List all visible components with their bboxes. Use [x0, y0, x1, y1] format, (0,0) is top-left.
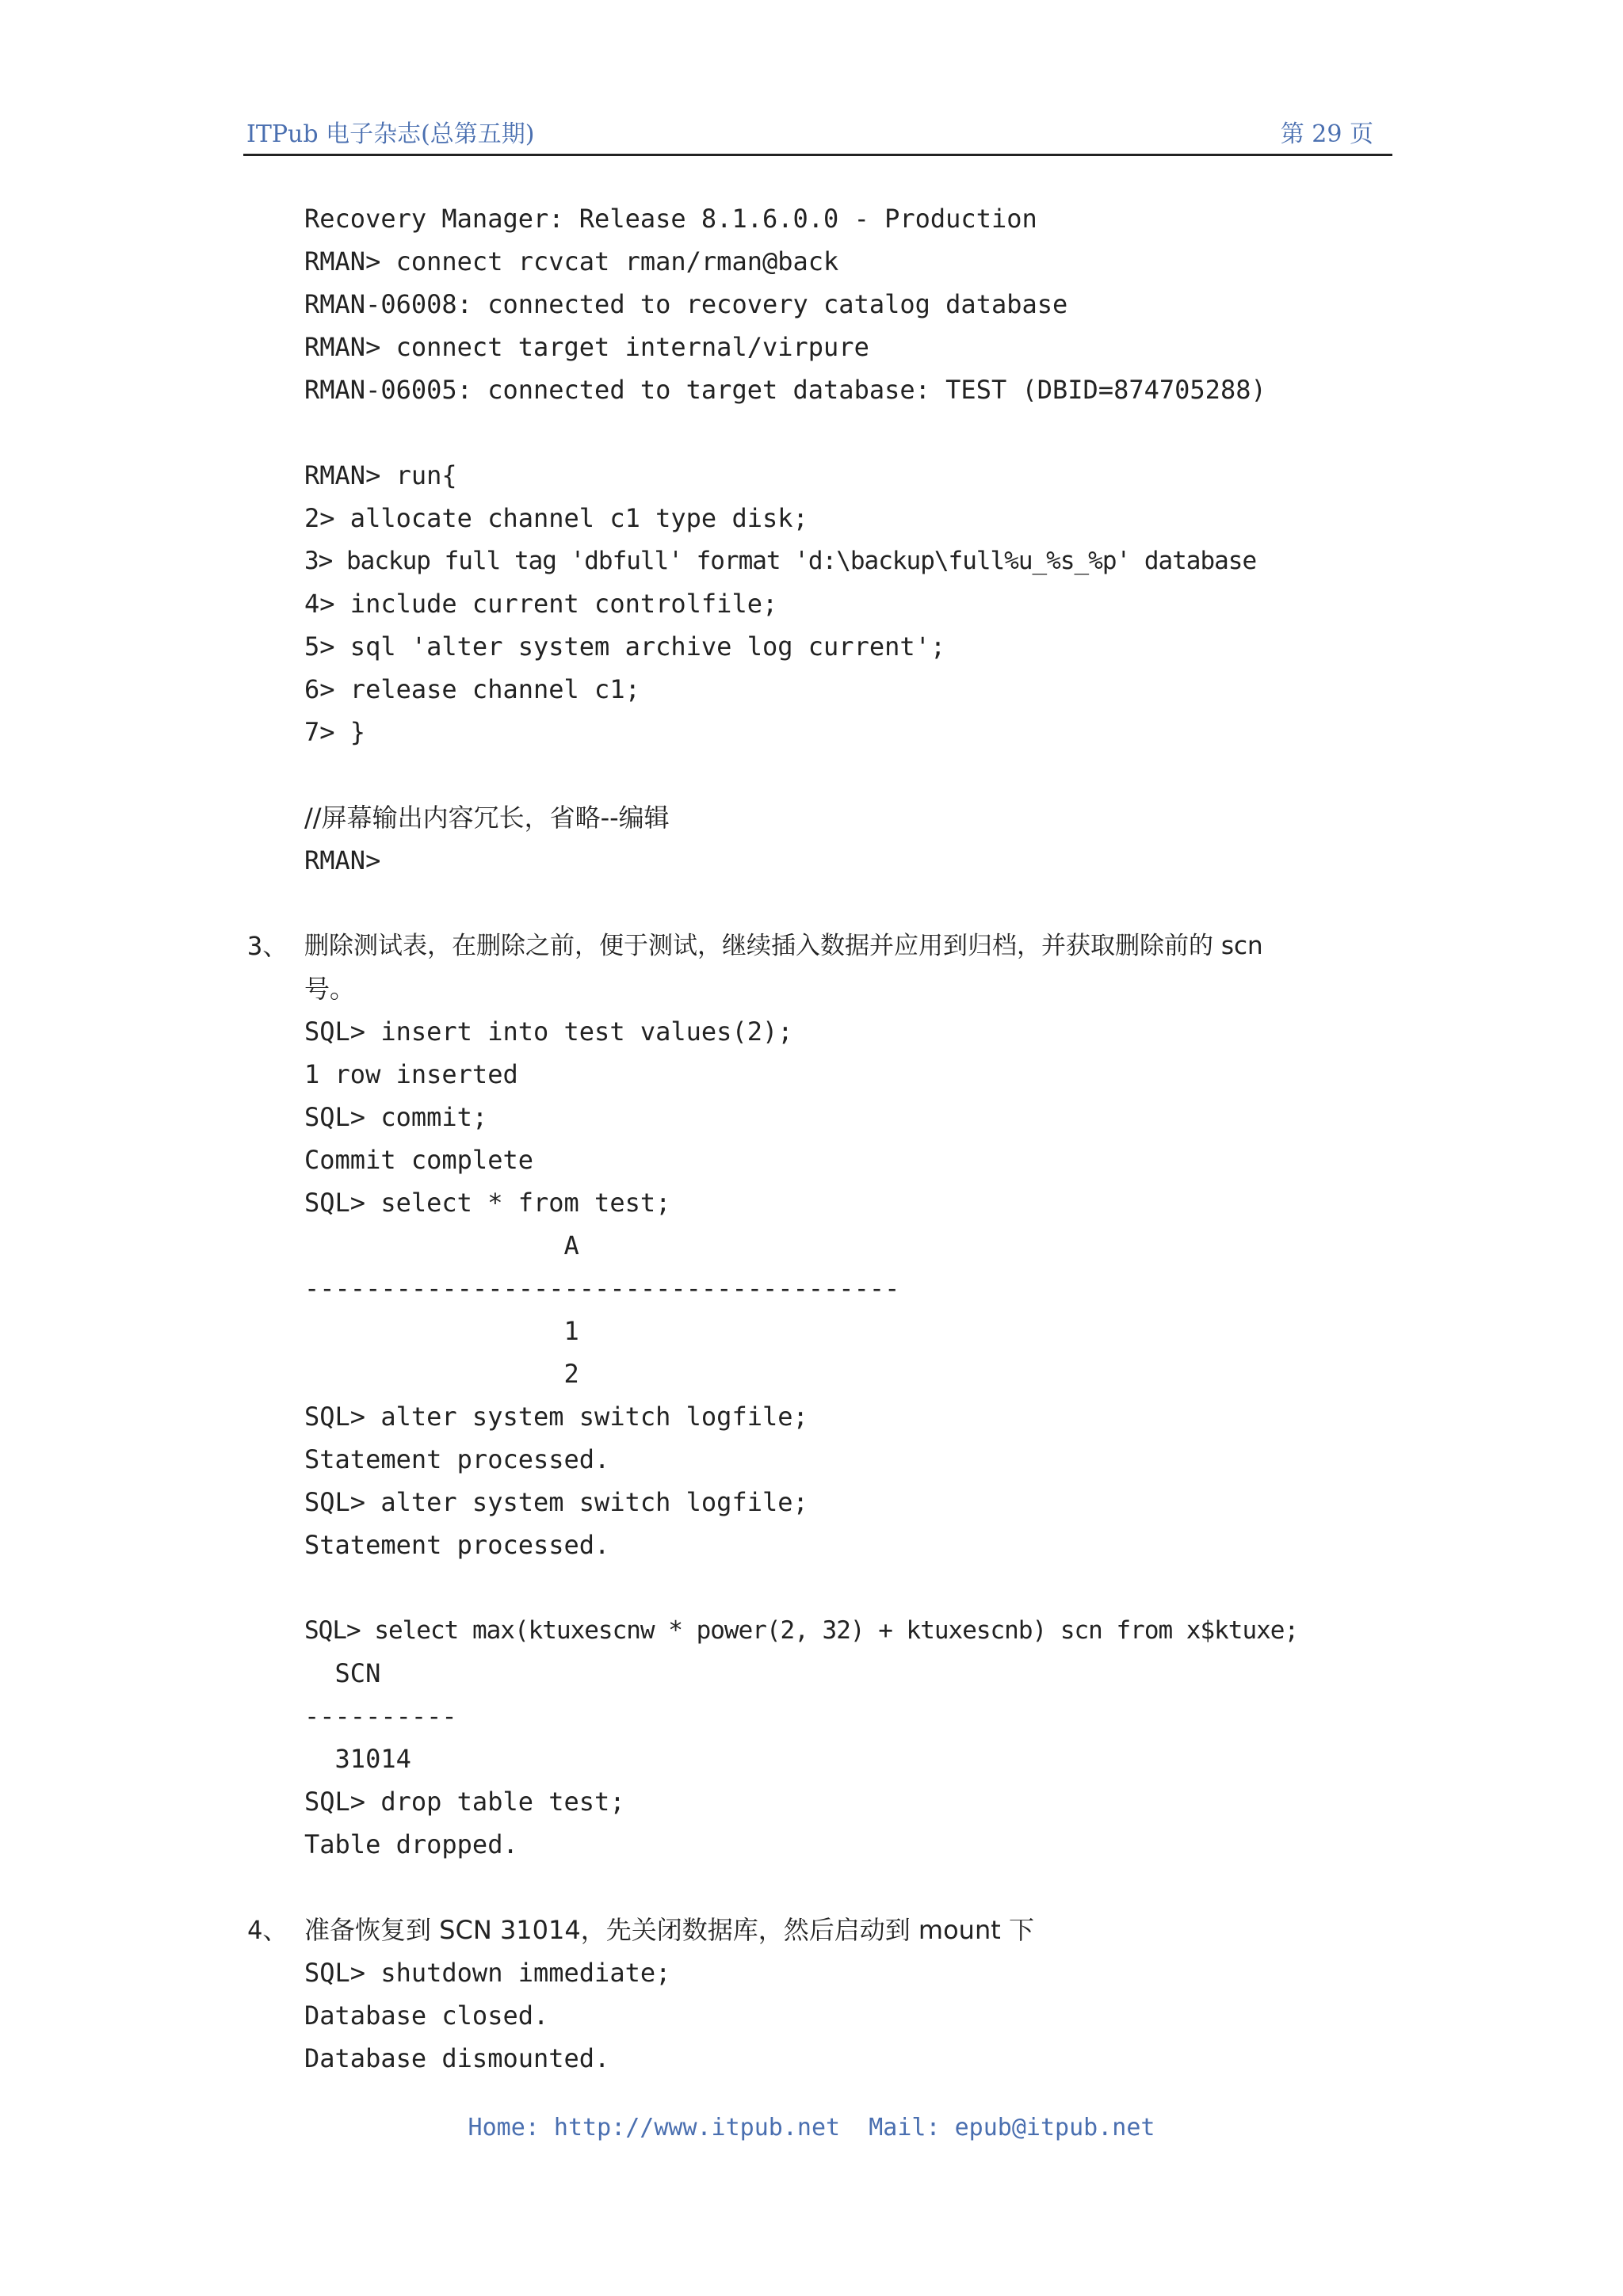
- page-header: [243, 114, 1392, 156]
- step-description: 准备恢复到 SCN 31014，先关闭数据库，然后启动到 mount 下: [304, 1915, 1034, 1945]
- code-line: 6> release channel c1;: [304, 674, 640, 704]
- code-line: 1: [304, 1316, 579, 1346]
- code-line: SQL> select * from test;: [304, 1188, 671, 1218]
- code-line: SQL> shutdown immediate;: [304, 1958, 671, 1988]
- code-line: SQL> drop table test;: [304, 1787, 625, 1817]
- code-line: ----------: [304, 1701, 457, 1731]
- code-line: 4> include current controlfile;: [304, 589, 778, 619]
- editor-note: //屏幕输出内容冗长，省略--编辑: [304, 803, 670, 833]
- code-line: Recovery Manager: Release 8.1.6.0.0 - Production: [304, 204, 1037, 234]
- code-line: Statement processed.: [304, 1444, 610, 1474]
- step-description-cont: 号。: [304, 974, 356, 1004]
- step-number: 4、: [247, 1915, 288, 1945]
- code-line: RMAN-06005: connected to target database: TEST (DBID=874705288): [304, 375, 1266, 405]
- code-line: SQL> alter system switch logfile;: [304, 1487, 808, 1517]
- code-line: Commit complete: [304, 1145, 533, 1175]
- code-line: SQL> commit;: [304, 1102, 488, 1132]
- page-footer: Home: http://www.itpub.net Mail: epub@itpub.net: [468, 2114, 1155, 2142]
- code-line: SQL> insert into test values(2);: [304, 1016, 793, 1047]
- code-line: 1 row inserted: [304, 1059, 518, 1089]
- code-line: SQL> select max(ktuxescnw * power(2, 32) + ktuxescnb) scn from x$ktuxe;: [304, 1616, 1299, 1645]
- code-line: Database dismounted.: [304, 2043, 610, 2073]
- code-line: RMAN> connect rcvcat rman/rman@back: [304, 246, 839, 277]
- code-line: Table dropped.: [304, 1829, 518, 1859]
- code-line: SCN: [304, 1658, 381, 1688]
- code-line: RMAN> run{: [304, 460, 457, 490]
- code-line: 31014: [304, 1744, 411, 1774]
- code-line: 2: [304, 1359, 579, 1389]
- code-line: 5> sql 'alter system archive log current';: [304, 631, 946, 662]
- code-line: Database closed.: [304, 2000, 549, 2031]
- page-number: 第 29 页: [1280, 120, 1373, 148]
- code-line: RMAN>: [304, 845, 381, 875]
- code-line: 7> }: [304, 717, 366, 747]
- code-line: SQL> alter system switch logfile;: [304, 1402, 808, 1432]
- step-number: 3、: [247, 931, 288, 961]
- code-line: RMAN-06008: connected to recovery catalog database: [304, 289, 1068, 319]
- code-line: A: [304, 1230, 579, 1261]
- code-line: 3> backup full tag 'dbfull' format 'd:\backup\full%u_%s_%p' database: [304, 547, 1257, 575]
- code-line: Statement processed.: [304, 1530, 610, 1560]
- code-line: ---------------------------------------: [304, 1273, 900, 1303]
- code-line: 2> allocate channel c1 type disk;: [304, 503, 808, 533]
- code-line: RMAN> connect target internal/virpure: [304, 332, 869, 362]
- step-description: 删除测试表，在删除之前，便于测试，继续插入数据并应用到归档，并获取删除前的 scn: [304, 932, 1263, 960]
- magazine-title: ITPub 电子杂志(总第五期): [246, 120, 535, 148]
